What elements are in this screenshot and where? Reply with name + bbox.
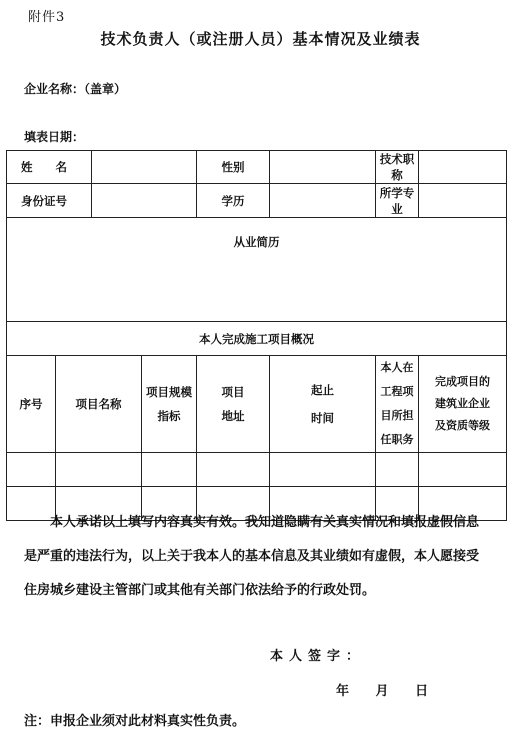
col-period — [270, 356, 376, 453]
signature-date — [336, 680, 450, 699]
work-history-cell[interactable] — [7, 218, 507, 322]
col-role — [376, 356, 419, 453]
date-month: 月 — [375, 684, 389, 699]
title-label: 技术职称 — [376, 151, 419, 184]
table-cell[interactable] — [142, 453, 197, 487]
col-role-line1: 本人在工程项 — [380, 361, 414, 398]
education-cell[interactable] — [270, 184, 376, 218]
table-row-work-history — [7, 218, 507, 322]
title-cell[interactable] — [419, 151, 507, 184]
signature-label: 本人签字： — [270, 649, 366, 664]
form-title: 技术负责人（或注册人员）基本情况及业绩表 — [100, 30, 421, 48]
info-table — [6, 150, 507, 521]
education-label: 学历 — [197, 184, 270, 218]
table-cell[interactable] — [376, 453, 419, 487]
table-cell[interactable] — [270, 453, 376, 487]
col-company-line3: 及资质等级 — [435, 419, 490, 432]
id-label: 身份证号 — [7, 184, 92, 218]
footnote: 注：申报企业须对此材料真实性负责。 — [24, 714, 246, 729]
col-address-line2: 地址 — [221, 409, 245, 423]
promise-paragraph — [24, 506, 479, 608]
projects-header: 本人完成施工项目概况 — [7, 322, 507, 356]
promise-text: 本人承诺以上填写内容真实有效。我知道隐瞒有关真实情况和填报虚假信息是严重的违法行为，以上关于我本人的基本信息及其业绩如有虚假，本人愿接受住房城乡建设主管部门或其他有关部门依法给予的行政处罚。 — [24, 515, 480, 598]
col-scale-line2: 指标 — [157, 409, 181, 423]
col-period-line1: 起止 — [311, 383, 334, 397]
col-role-line2: 目所担任职务 — [380, 409, 414, 446]
col-company-line2: 建筑业企业 — [435, 397, 490, 410]
major-cell[interactable] — [419, 184, 507, 218]
work-history-label: 从业简历 — [233, 235, 280, 249]
major-label: 所学专业 — [376, 184, 419, 218]
date-year: 年 — [336, 684, 350, 699]
table-row-projects-header — [7, 322, 507, 356]
table-row-columns — [7, 356, 507, 453]
table-cell[interactable] — [419, 453, 507, 487]
col-seq: 序号 — [7, 356, 56, 453]
id-cell[interactable] — [92, 184, 197, 218]
table-cell[interactable] — [56, 453, 142, 487]
gender-cell[interactable] — [270, 151, 376, 184]
table-row — [7, 453, 507, 487]
col-project-name: 项目名称 — [56, 356, 142, 453]
col-address-line1: 项目 — [221, 385, 245, 399]
fill-date-label: 填表日期： — [24, 130, 85, 144]
col-address — [197, 356, 270, 453]
company-name-label: 企业名称：（盖章） — [24, 82, 127, 96]
col-company-line1: 完成项目的 — [435, 375, 490, 388]
attachment-label: 附件3 — [28, 10, 66, 25]
table-cell[interactable] — [197, 453, 270, 487]
table-row-id — [7, 184, 507, 218]
col-period-line2: 时间 — [311, 411, 334, 425]
gender-label: 性别 — [197, 151, 270, 184]
table-cell[interactable] — [7, 453, 56, 487]
table-row-name — [7, 151, 507, 184]
date-day: 日 — [415, 684, 429, 699]
name-label: 姓 名 — [7, 151, 92, 184]
col-scale-line1: 项目规模 — [146, 385, 192, 399]
col-company — [419, 356, 507, 453]
name-cell[interactable] — [92, 151, 197, 184]
col-scale — [142, 356, 197, 453]
